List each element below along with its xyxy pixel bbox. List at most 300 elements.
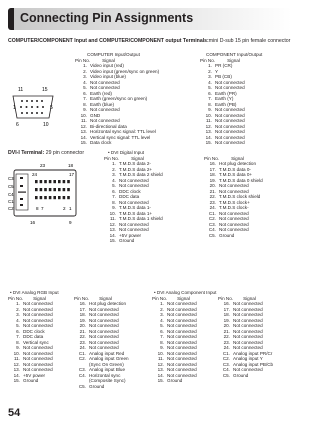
dvi-rgb-title: • DVI Analog RGB Input (10, 290, 59, 295)
dvi-digital-header-1: Pin No. Signal (104, 155, 144, 161)
pin-signal: T.M.D.S clock+ (219, 199, 250, 205)
pin-signal: Not connected (219, 188, 249, 194)
pin-number: C4. (78, 372, 86, 378)
pin-number: 20. (223, 323, 230, 328)
pin-number: 7. (83, 96, 87, 101)
dvi-pin (63, 196, 66, 199)
pin-signal: (Sync On Green) (89, 361, 124, 367)
pin-number: 17. (223, 306, 230, 312)
pin-number: 3. (208, 74, 212, 79)
component-pin-table (200, 52, 292, 146)
pin-signal: Not connected (167, 328, 197, 334)
pin-signal: Not connected (23, 356, 53, 361)
dvi-pin (67, 196, 70, 199)
pin-signal: Not connected (119, 199, 149, 205)
pin-number: 4. (16, 317, 20, 323)
pin-number: 15. (205, 140, 212, 145)
pin-number: 9. (83, 107, 87, 112)
dvi-pin (44, 188, 47, 191)
pin-signal: Not connected (167, 356, 197, 361)
pin-number: 13. (109, 227, 116, 232)
dvi-label-2: 2 (63, 206, 66, 211)
pin-signal: Not connected (167, 350, 197, 356)
dvi-pin (35, 196, 38, 199)
pin-number: 7. (16, 334, 20, 339)
pin-number: 12. (157, 361, 164, 367)
pin-number: 14. (13, 372, 20, 378)
pin-number: 14. (109, 232, 116, 238)
pin-signal: Not connected (219, 221, 249, 227)
pin-signal: Not connected (167, 306, 197, 312)
pin-number: 17. (79, 306, 86, 312)
pin-signal: Not connected (89, 317, 119, 323)
pin-number: 10. (157, 350, 164, 356)
pin-signal: Not connected (215, 123, 245, 129)
pin-signal: Not connected (215, 129, 245, 134)
pin-signal: Not connected (23, 350, 53, 356)
pin-number: C3. (222, 361, 230, 367)
pin-signal: Not connected (167, 334, 197, 339)
pin-signal: Earth (PB) (215, 101, 237, 107)
pin-number: 13. (13, 367, 20, 372)
pin-number: 5. (112, 183, 116, 188)
pin-number: 7. (112, 194, 116, 199)
pin-number: 12. (80, 123, 87, 129)
pin-number: 6. (112, 188, 116, 194)
pin-signal: Not connected (219, 216, 249, 221)
pin-row (75, 140, 193, 146)
pin-number: 1. (16, 301, 20, 306)
pin-signal: Not connected (23, 367, 53, 372)
pin-signal: Not connected (219, 183, 249, 188)
dvi-pin (44, 196, 47, 199)
dvi-pin (44, 180, 47, 183)
pin-number: 2. (16, 306, 20, 312)
dvi-component-table (152, 290, 294, 384)
dvi-label-24: 24 (32, 172, 38, 177)
pin-number: 18. (209, 172, 216, 177)
pin-signal: Not connected (215, 112, 245, 118)
pin-signal: Not connected (233, 317, 263, 323)
pin-number: 10. (109, 210, 116, 216)
dvi-label-1: 1 (69, 206, 72, 211)
pin-signal: PR (CR) (215, 63, 233, 68)
pin-signal: Analog input PB/Cb (233, 361, 274, 367)
dvi-component-header-2: Pin No. Signal (218, 295, 256, 301)
pin-signal: Not connected (167, 317, 197, 323)
pin-number: 19. (223, 317, 230, 323)
pin-number: 22. (209, 194, 216, 199)
pin-signal: T.M.D.S data 0- (219, 166, 251, 172)
pin-number: 12. (13, 361, 20, 367)
pin-signal: Not connected (233, 306, 263, 312)
dvi-heading (8, 150, 84, 156)
pin-signal: Not connected (23, 323, 53, 328)
pin-number: 8. (160, 339, 164, 345)
pin-number: 14. (157, 372, 164, 378)
pin-number: 8. (83, 101, 87, 107)
pin-signal: T.M.D.S data 2+ (119, 166, 153, 172)
dvi-pin (63, 180, 66, 183)
pin-signal: Not connected (167, 323, 197, 328)
pin-signal: Analog input Green (89, 356, 129, 361)
pin-number: 3. (16, 312, 20, 317)
pin-number: 4. (112, 177, 116, 183)
pin-signal: Hot plug detection (219, 161, 257, 166)
pin-number: C1. (208, 210, 216, 216)
pin-number: 8. (16, 339, 20, 345)
dsub-label-15: 15 (42, 87, 48, 93)
pin-signal: Not connected (119, 183, 149, 188)
pin-signal: Not connected (233, 367, 263, 372)
dvi-pin (67, 188, 70, 191)
pin-signal: Not connected (219, 210, 249, 216)
pin-signal: Earth (Y) (215, 96, 234, 101)
pin-signal: (Composite Sync) (89, 378, 126, 383)
pin-signal: Bi-directional data (90, 123, 127, 129)
dvi-pin (40, 180, 43, 183)
pin-signal: Not connected (89, 323, 119, 328)
pin-number: 6. (208, 90, 212, 96)
pin-number: 13. (157, 367, 164, 372)
pin-signal: Not connected (89, 334, 119, 339)
pin-signal: Y (215, 68, 219, 74)
dsub-label-10: 10 (43, 122, 49, 128)
pin-signal: Horizontal sync signal: TTL level (90, 129, 156, 134)
pin-signal: Not connected (23, 345, 53, 350)
pin-signal: T.M.D.S data 2 shield (119, 172, 163, 177)
pin-signal: DDC clock (119, 188, 141, 194)
pin-signal: Earth (green/sync on green) (90, 96, 148, 101)
pin-signal: T.M.D.S data 1- (119, 205, 151, 210)
pin-number: 11. (157, 356, 164, 361)
dvi-label-16: 16 (30, 220, 36, 225)
pin-signal: Ground (23, 378, 39, 383)
pin-number: C5. (222, 372, 230, 378)
dsub-label-1: 1 (13, 105, 16, 111)
dvi-pin (58, 196, 61, 199)
dvi-label-23: 23 (40, 163, 46, 168)
pin-number: 9. (112, 205, 116, 210)
pin-signal: Not connected (233, 323, 263, 328)
pin-number: 4. (208, 79, 212, 85)
pin-signal: Not connected (233, 301, 263, 306)
pin-signal: Not connected (90, 107, 120, 112)
dvi-label-17: 17 (69, 172, 75, 177)
pin-number: 9. (16, 345, 20, 350)
pin-number: 9. (160, 345, 164, 350)
pin-signal: Not connected (23, 312, 53, 317)
dvi-heading-rest: 29 pin connector (45, 150, 85, 156)
dvi-digital-header-2: Pin No. Signal (204, 155, 244, 161)
pin-signal: Not connected (167, 301, 197, 306)
pin-number: 2. (112, 166, 116, 172)
dvi-pin (63, 188, 66, 191)
dvi-connector-diagram (8, 158, 80, 228)
dvi-pin (67, 180, 70, 183)
pin-number: 12. (205, 123, 212, 129)
pin-number: 24. (209, 205, 216, 210)
pin-signal: Not connected (233, 328, 263, 334)
pin-signal: Not connected (89, 339, 119, 345)
pin-number: 10. (13, 350, 20, 356)
pin-number: 22. (79, 334, 86, 339)
pin-signal: Analog input Y (233, 356, 263, 361)
component-heading-bold: COMPUTER/COMPONENT Input and COMPUTER/COMPONENT output Terminals: (8, 38, 209, 44)
pin-number: 16. (209, 161, 216, 166)
pin-row (104, 238, 204, 244)
pin-number: 15. (80, 140, 87, 145)
pin-number: 15. (157, 378, 164, 383)
pin-number: 4. (160, 317, 164, 323)
dvi-pin (49, 180, 52, 183)
pin-signal: Ground (119, 238, 135, 243)
pin-signal: Horizontal sync (89, 372, 121, 378)
pin-signal: Not connected (215, 79, 245, 85)
pin-number: C5. (78, 383, 86, 389)
pin-number: 19. (209, 177, 216, 183)
pin-number: 1. (112, 161, 116, 166)
pin-number: 23. (209, 199, 216, 205)
component-table-title: COMPONENT Input/Output (206, 52, 263, 57)
dvi-label-c1: C1 (8, 199, 14, 204)
pin-signal: Vertical sync (23, 339, 49, 345)
dvi-pin (53, 180, 56, 183)
pin-signal: DDC data (119, 194, 140, 199)
pin-number: 1. (83, 63, 87, 68)
computer-table-title: COMPUTER Input/Output (87, 52, 140, 57)
pin-number: C4. (208, 227, 216, 232)
dvi-pin (53, 188, 56, 191)
pin-signal: Not connected (167, 361, 197, 367)
pin-number: 21. (223, 328, 230, 334)
pin-number: 14. (205, 134, 212, 140)
pin-signal: Not connected (233, 312, 263, 317)
dvi-pin (40, 196, 43, 199)
dvi-pin (35, 180, 38, 183)
dvi-label-c5: C5 (8, 184, 14, 189)
dvi-component-header-1: Pin No. Signal (152, 295, 190, 301)
pin-signal: GND (90, 112, 101, 118)
pin-number: 24. (79, 345, 86, 350)
pin-signal: Not connected (233, 345, 263, 350)
component-heading (8, 38, 294, 44)
pin-number: 4. (83, 79, 87, 85)
pin-signal: DDC clock (23, 328, 45, 334)
pin-signal: +5V power (23, 372, 46, 378)
component-heading-rest: mini D-sub 15 pin female connector (208, 38, 291, 44)
pin-signal: Analog input PR/Cr (233, 350, 273, 356)
pin-number: 9. (208, 107, 212, 112)
page-title: Connecting Pin Assignments (20, 11, 194, 25)
dvi-pin (53, 196, 56, 199)
pin-number: 17. (209, 166, 216, 172)
dvi-pin (58, 180, 61, 183)
pin-signal: Not connected (119, 221, 149, 227)
dvi-pin (58, 188, 61, 191)
pin-number: 7. (208, 96, 212, 101)
pin-number: C2. (78, 356, 86, 361)
pin-signal: Not connected (90, 118, 120, 123)
pin-number: 14. (80, 134, 87, 140)
dvi-label-c3: C3 (8, 176, 14, 181)
pin-signal: Not connected (167, 312, 197, 317)
pin-signal: Not connected (23, 317, 53, 323)
dvi-label-18: 18 (68, 163, 74, 168)
pin-signal: Not connected (119, 177, 149, 183)
pin-number: 11. (205, 118, 212, 123)
pin-number: 23. (223, 339, 230, 345)
pin-number: C4. (222, 367, 230, 372)
header-accent-bar (8, 8, 14, 30)
pin-signal: T.M.D.S data 2- (119, 161, 151, 166)
pin-number: 16. (79, 301, 86, 306)
pin-signal: Not connected (215, 107, 245, 112)
pin-row (74, 384, 148, 390)
dsub-label-6: 6 (16, 122, 19, 128)
pin-signal: PB (CB) (215, 74, 232, 79)
pin-signal: Not connected (215, 134, 245, 140)
page-number: 54 (8, 407, 21, 419)
pin-signal: Vertical sync signal: TTL level (90, 134, 151, 140)
pin-signal: Not connected (90, 85, 120, 90)
dvi-rgb-table (8, 290, 148, 389)
pin-signal: Not connected (90, 79, 120, 85)
dvi-pin (35, 188, 38, 191)
pin-signal: T.M.D.S clock- (219, 205, 249, 210)
pin-signal: Video input (green/sync on green) (90, 68, 160, 74)
pin-signal: Not connected (23, 361, 53, 367)
pin-number: 10. (205, 112, 212, 118)
pin-signal: Hot plug detection (89, 301, 127, 306)
pin-number: 7. (160, 334, 164, 339)
pin-signal: Ground (167, 378, 183, 383)
pin-number: 1. (208, 63, 212, 68)
pin-number: 3. (112, 172, 116, 177)
pin-number: 13. (205, 129, 212, 134)
pin-signal: T.M.D.S data 0 shield (219, 177, 263, 183)
pin-signal: T.M.D.S data 1+ (119, 210, 153, 216)
pin-signal: Not connected (215, 140, 245, 145)
pin-signal: Not connected (167, 367, 197, 372)
pin-number: C3. (78, 367, 86, 372)
pin-number: 16. (223, 301, 230, 306)
pin-signal: Earth (blue) (90, 101, 115, 107)
pin-row (8, 378, 74, 384)
pin-number: 8. (112, 199, 116, 205)
pin-signal: T.M.D.S data 0+ (219, 172, 253, 177)
computer-pin-table (75, 52, 193, 146)
pin-row (218, 373, 294, 379)
pin-signal: +5V power (119, 232, 142, 238)
page-header (8, 8, 292, 30)
pin-number: 24. (223, 345, 230, 350)
pin-number: 6. (160, 328, 164, 334)
pin-number: C1. (78, 350, 86, 356)
pin-signal: Not connected (119, 227, 149, 232)
dsub-label-5: 5 (50, 105, 53, 111)
pin-number: C5. (208, 232, 216, 238)
pin-number: 1. (160, 301, 164, 306)
pin-signal: Not connected (89, 328, 119, 334)
dvi-label-8: 8 (36, 206, 39, 211)
pin-number: 22. (223, 334, 230, 339)
pin-number: C1. (222, 350, 230, 356)
pin-number: 12. (109, 221, 116, 227)
pin-signal: Video input (blue) (90, 74, 126, 79)
computer-table-header: Pin No. Signal (75, 57, 115, 63)
dvi-digital-title: • DVI Digital Input (108, 150, 145, 155)
pin-row (200, 140, 292, 146)
dvi-rgb-header-1: Pin No. Signal (8, 295, 46, 301)
dvi-pin (40, 188, 43, 191)
pin-signal: Not connected (233, 334, 263, 339)
pin-signal: Not connected (215, 118, 245, 123)
pin-signal: Earth (red) (90, 90, 112, 96)
pin-signal: Earth (PR) (215, 90, 237, 96)
pin-number: 20. (79, 323, 86, 328)
pin-number: 3. (160, 312, 164, 317)
pin-signal: Not connected (167, 372, 197, 378)
pin-number: C2. (208, 216, 216, 221)
pin-number: 21. (79, 328, 86, 334)
pin-number: 8. (208, 101, 212, 107)
dvi-digital-table (104, 150, 294, 244)
pin-number: 11. (80, 118, 87, 123)
pin-number: 6. (83, 90, 87, 96)
pin-number: C2. (222, 356, 230, 361)
pin-signal: T.M.D.S data 1 shield (119, 216, 163, 221)
pin-signal: DDC data (23, 334, 44, 339)
component-table-header: Pin No. Signal (200, 57, 240, 63)
dvi-rgb-header-2: Pin No. Signal (74, 295, 112, 301)
dvi-pin (49, 196, 52, 199)
pin-number: 11. (109, 216, 116, 221)
pin-signal: Analog input Blue (89, 367, 126, 372)
pin-signal: Not connected (89, 312, 119, 317)
pin-number: 5. (83, 85, 87, 90)
pin-number: 21. (209, 188, 216, 194)
pin-signal: Not connected (89, 345, 119, 350)
pin-number: 15. (109, 238, 116, 243)
pin-number: 20. (209, 183, 216, 188)
pin-signal: Data clock (90, 140, 112, 145)
dvi-label-c4: C4 (8, 192, 14, 197)
dsub-connector-diagram (8, 82, 58, 132)
pin-number: 18. (223, 312, 230, 317)
dvi-heading-bold: DVI-I Terminal: (8, 150, 45, 156)
dsub-label-11: 11 (18, 87, 24, 93)
pin-signal: Not connected (233, 339, 263, 345)
dvi-label-9: 9 (69, 220, 72, 225)
pin-number: 2. (83, 68, 87, 74)
pin-number: 5. (16, 323, 20, 328)
pin-number: 15. (13, 378, 20, 383)
pin-number: C3. (208, 221, 216, 227)
pin-signal: Ground (219, 232, 235, 238)
pin-number: 3. (83, 74, 87, 79)
dvi-label-c2: C2 (8, 206, 14, 211)
dvi-label-7: 7 (41, 206, 44, 211)
pin-number: 18. (79, 312, 86, 317)
pin-row (152, 378, 218, 384)
pin-number: 5. (160, 323, 164, 328)
pin-signal: Not connected (23, 301, 53, 306)
pin-number: 6. (16, 328, 20, 334)
pin-signal: Not connected (219, 227, 249, 232)
pin-signal: Not connected (23, 306, 53, 312)
pin-signal: Video input (red) (90, 63, 124, 68)
